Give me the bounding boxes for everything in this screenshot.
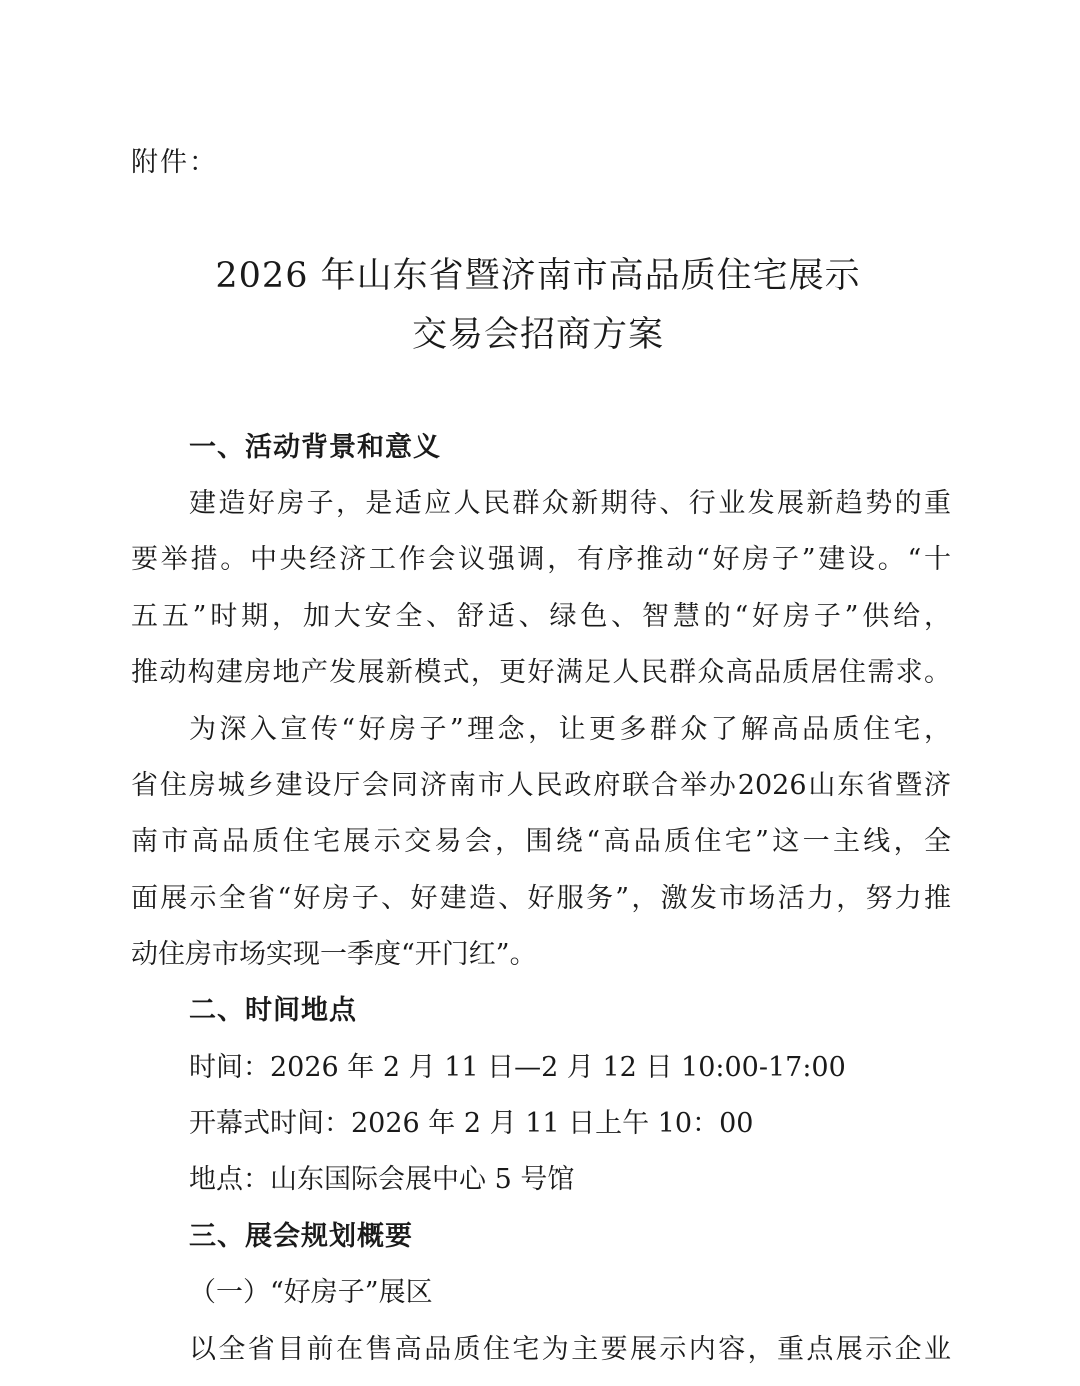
- paragraph-line: 建造好房子，是适应人民群众新期待、行业发展新趋势的重: [189, 488, 951, 519]
- event-time: 时间：2026 年 2 月 11 日—2 月 12 日 10:00-17:00: [189, 1052, 846, 1083]
- paragraph-line: 五五”时期，加大安全、舒适、绿色、智慧的“好房子”供给，: [131, 601, 951, 632]
- section-2-heading: 二、时间地点: [189, 995, 357, 1026]
- document-title-line-1: 2026 年山东省暨济南市高品质住宅展示: [215, 256, 861, 296]
- paragraph-line: 省住房城乡建设厅会同济南市人民政府联合举办2026山东省暨济: [131, 770, 951, 801]
- paragraph-line: 动住房市场实现一季度“开门红”。: [131, 939, 537, 970]
- paragraph-line: 南市高品质住宅展示交易会，围绕“高品质住宅”这一主线，全: [131, 826, 951, 857]
- paragraph-line: 为深入宣传“好房子”理念，让更多群众了解高品质住宅，: [189, 714, 951, 745]
- subsection-heading: （一）“好房子”展区: [189, 1277, 433, 1308]
- paragraph-line: 以全省目前在售高品质住宅为主要展示内容，重点展示企业: [189, 1334, 951, 1365]
- opening-ceremony-time: 开幕式时间：2026 年 2 月 11 日上午 10：00: [189, 1108, 754, 1139]
- paragraph-line: 面展示全省“好房子、好建造、好服务”，激发市场活力，努力推: [131, 883, 951, 914]
- document-title-line-2: 交易会招商方案: [411, 315, 664, 355]
- attachment-label: 附件：: [131, 147, 218, 178]
- section-3-heading: 三、展会规划概要: [189, 1221, 413, 1252]
- paragraph-line: 要举措。中央经济工作会议强调，有序推动“好房子”建设。“十: [131, 544, 951, 575]
- paragraph-line: 推动构建房地产发展新模式，更好满足人民群众高品质居住需求。: [131, 657, 951, 688]
- section-1-heading: 一、活动背景和意义: [189, 432, 441, 463]
- event-location: 地点：山东国际会展中心 5 号馆: [189, 1164, 575, 1195]
